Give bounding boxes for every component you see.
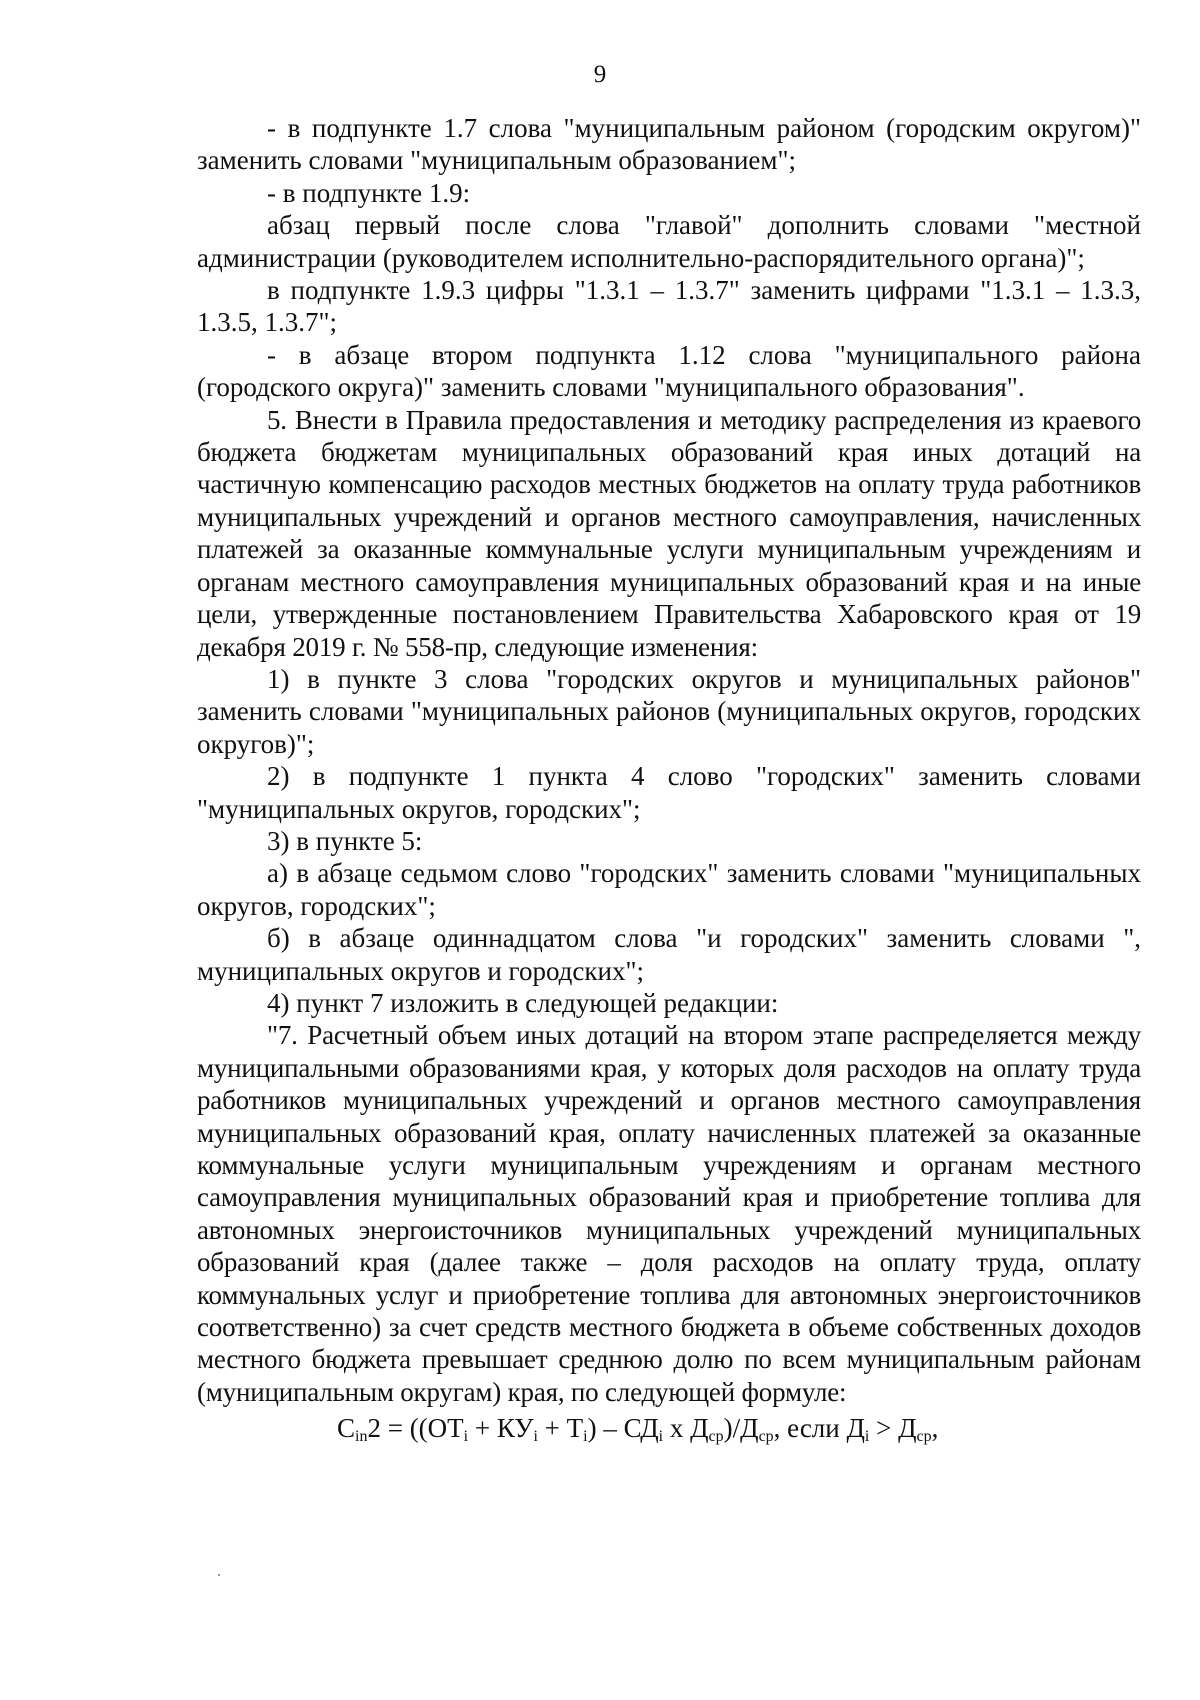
formula-part: ) – СД [587, 1413, 659, 1444]
formula-part: > Д [869, 1413, 917, 1444]
formula-subscript: i [583, 1428, 588, 1446]
formula-subscript: i [463, 1428, 469, 1446]
paragraph-change-1: 1) в пункте 3 слова "городских округов и муниципальных районов" заменить словами "муниципальных районов (муниципальных округов, городских округов)"; [197, 663, 1141, 759]
formula-subscript: in [355, 1428, 368, 1446]
formula-subscript: i [864, 1428, 870, 1446]
formula-part: + Т [537, 1413, 584, 1444]
formula-part: x Д [663, 1413, 709, 1444]
paragraph-change-3: 3) в пункте 5: [267, 825, 423, 856]
paragraph-change-3b: б) в абзаце одиннадцатом слова "и городских" заменить словами ", муниципальных округов и городских"; [197, 923, 1141, 986]
page-number: 9 [593, 61, 607, 88]
formula-part: 2 = ((ОТ [367, 1413, 464, 1444]
paragraph-change-4: 4) пункт 7 изложить в следующей редакции: [267, 987, 779, 1018]
paragraph-subpoint-1-9: - в подпункте 1.9: [267, 177, 471, 208]
scan-speck [218, 1574, 220, 1576]
formula-part: , [931, 1413, 939, 1444]
formula-symbol: С [337, 1413, 356, 1444]
formula [197, 1412, 1141, 1444]
formula-subscript: i [533, 1428, 538, 1446]
paragraph-subpoint-1-9-3: в подпункте 1.9.3 цифры "1.3.1 – 1.3.7" заменить цифрами "1.3.1 – 1.3.3, 1.3.5, 1.3.7"; [197, 275, 1141, 338]
formula-part: )/Д [723, 1413, 759, 1444]
paragraph-item-5: 5. Внести в Правила предоставления и методику распределения из краевого бюджета бюджетам муниципальных образований края иных дотаций на частичную компенсацию расходов местных бюджетов на оплату труда работников муниципальных учреждений и органов местного самоуправления, начисленных платежей за оказанные коммунальные услуги муниципальным учреждениям и органам местного самоуправления муниципальных образований края и на иные цели, утвержденные постановлением Правительства Хабаровского края от 19 декабря 2019 г. № 558-пр, следующие изменения: [197, 404, 1141, 662]
paragraph-subpoint-1-7: - в подпункте 1.7 слова "муниципальным районом (городским округом)" заменить словами "муниципальным образованием"; [197, 113, 1141, 176]
formula-subscript: ср [708, 1428, 724, 1446]
paragraph-change-3a: а) в абзаце седьмом слово "городских" заменить словами "муниципальных округов, городских"; [197, 858, 1141, 921]
formula-subscript: ср [758, 1428, 774, 1446]
paragraph-item-7-text: "7. Расчетный объем иных дотаций на втором этапе распределяется между муниципальными образованиями края, у которых доля расходов на оплату труда работников муниципальных учреждений и органов местного самоуправления муниципальных образований края, оплату начисленных платежей за оказанные коммунальные услуги муниципальным учреждениям и органам местного самоуправления муниципальных образований края и приобретение топлива для автономных энергоисточников муниципальных учреждений муниципальных образований края (далее также – доля расходов на оплату труда, оплату коммунальных услуг и приобретение топлива для автономных энергоисточников соответственно) за счет средств местного бюджета в объеме собственных доходов местного бюджета превышает среднюю долю по всем муниципальным районам (муниципальным округам) края, по следующей формуле: [197, 1020, 1141, 1407]
formula-part: , если Д [773, 1413, 865, 1444]
paragraph-subpoint-1-12: - в абзаце втором подпункта 1.12 слова "муниципального района (городского округа)" заменить словами "муниципального образования". [197, 339, 1141, 403]
paragraph-change-2: 2) в подпункте 1 пункта 4 слово "городских" заменить словами "муниципальных округов, городских"; [197, 761, 1141, 824]
document-body [197, 112, 1141, 1445]
formula-subscript: ср [916, 1428, 932, 1446]
formula-subscript: i [658, 1428, 664, 1446]
formula-part: + КУ [468, 1413, 534, 1444]
paragraph-first-abzats: абзац первый после слова "главой" дополнить словами "местной администрации (руководителем исполнительно-распорядительного органа)"; [197, 210, 1141, 273]
